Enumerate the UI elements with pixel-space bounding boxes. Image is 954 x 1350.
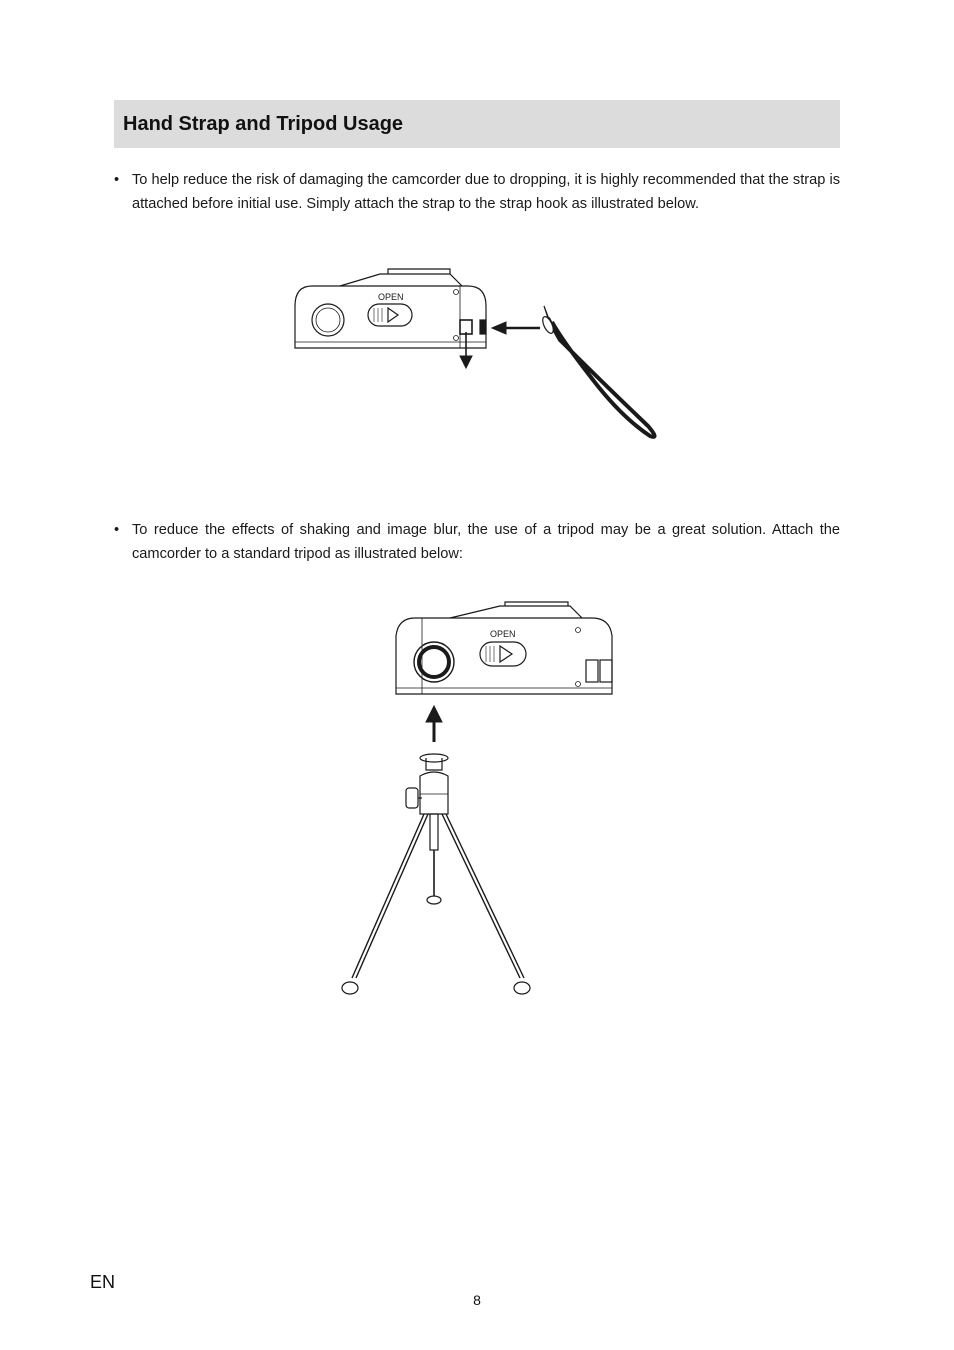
strap-illustration	[290, 266, 670, 446]
bullet-text: To reduce the effects of shaking and image blur, the use of a tripod may be a great solution. Attach the camcorder to a standard tripod as illustrated below:	[132, 522, 840, 562]
tripod-illustration	[330, 600, 630, 1000]
bullet-text: To help reduce the risk of damaging the camcorder due to dropping, it is highly recommended that the strap is attached before initial use. Simply attach the strap to the strap hook as illustrated below.	[132, 172, 840, 212]
page-number: 8	[473, 1292, 481, 1308]
language-label: EN	[90, 1272, 116, 1292]
tripod-camera-open-label: OPEN	[490, 629, 516, 639]
bullet-marker: •	[114, 522, 120, 538]
bullet-marker: •	[114, 172, 120, 188]
bullet-tripod	[114, 518, 840, 566]
section-title: Hand Strap and Tripod Usage	[123, 112, 404, 135]
section-header	[114, 100, 840, 148]
strap-camera-open-label: OPEN	[378, 292, 404, 302]
bullet-strap	[114, 168, 840, 216]
